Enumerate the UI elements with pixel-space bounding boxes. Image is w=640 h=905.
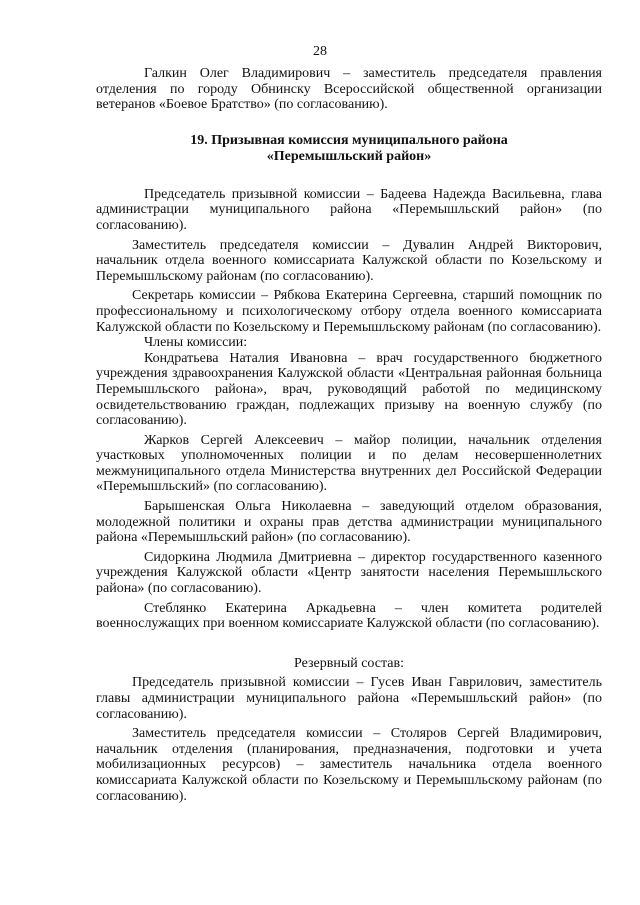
members-label: Члены комиссии: [144, 335, 248, 351]
member-paragraph: Барышенская Ольга Николаевна – заведующий отделом образования, молодежной политики и охраны прав детства администрации муниципального района «Перемышльский район» (по согласованию). [96, 499, 602, 546]
section-title-line-1: 19. Призывная комиссия муниципального района [190, 132, 508, 148]
section-title-line-2: «Перемышльский район» [266, 148, 432, 164]
reserve-deputy-paragraph: Заместитель председателя комиссии – Столяров Сергей Владимирович, начальник отделения (планирования, предназначения, подготовки и учета мобилизационных ресурсов) – заместитель начальника отдела военного комиссариата Калужской области по Козельскому и Перемышльскому районам (по согласованию). [96, 726, 602, 804]
member-paragraph: Сидоркина Людмила Дмитриевна – директор государственного казенного учреждения Калужской области «Центр занятости населения Перемышльского района» (по согласованию). [96, 549, 602, 597]
deputy-paragraph: Заместитель председателя комиссии – Дувалин Андрей Викторович, начальник отдела военного комиссариата Калужской области по Козельскому и Перемышльскому районам (по согласованию). [96, 237, 602, 284]
reserve-title: Резервный состав: [293, 655, 404, 671]
member-paragraph: Жарков Сергей Алексеевич – майор полиции, начальник отделения участковых уполномоченных полиции и по делам несовершеннолетних межмуниципального отдела Министерства внутренних дел Российской Федерации «Перемышльский» (по согласованию). [96, 432, 602, 495]
member-paragraph: Стеблянко Екатерина Аркадьевна – член комитета родителей военнослужащих при военном комиссариате Калужской области (по согласованию). [96, 600, 602, 632]
chairman-paragraph: Председатель призывной комиссии – Бадеева Надежда Васильевна, глава администрации муниципального района «Перемышльский район» (по согласованию). [96, 186, 602, 233]
member-paragraph: Кондратьева Наталия Ивановна – врач государственного бюджетного учреждения здравоохранения Калужской области «Центральная районная больница Перемышльского района», врач, руководящий работой по медицинскому освидетельствованию граждан, подлежащих призыву на военную службу (по согласованию). [96, 350, 602, 429]
section-title [96, 133, 602, 165]
page-number: 28 [313, 44, 327, 59]
reserve-chairman-paragraph: Председатель призывной комиссии – Гусев Иван Гаврилович, заместитель главы администрации муниципального района «Перемышльский район» (по согласованию). [96, 675, 602, 722]
secretary-paragraph: Секретарь комиссии – Рябкова Екатерина Сергеевна, старший помощник по профессиональному и психологическому отбору отдела военного комиссариата Калужской области по Козельскому и Перемышльскому районам (по согласованию). [96, 288, 602, 335]
document-body [96, 66, 602, 804]
intro-paragraph: Галкин Олег Владимирович – заместитель председателя правления отделения по городу Обнинску Всероссийской общественной организации ветеранов «Боевое Братство» (по согласованию). [96, 66, 602, 113]
